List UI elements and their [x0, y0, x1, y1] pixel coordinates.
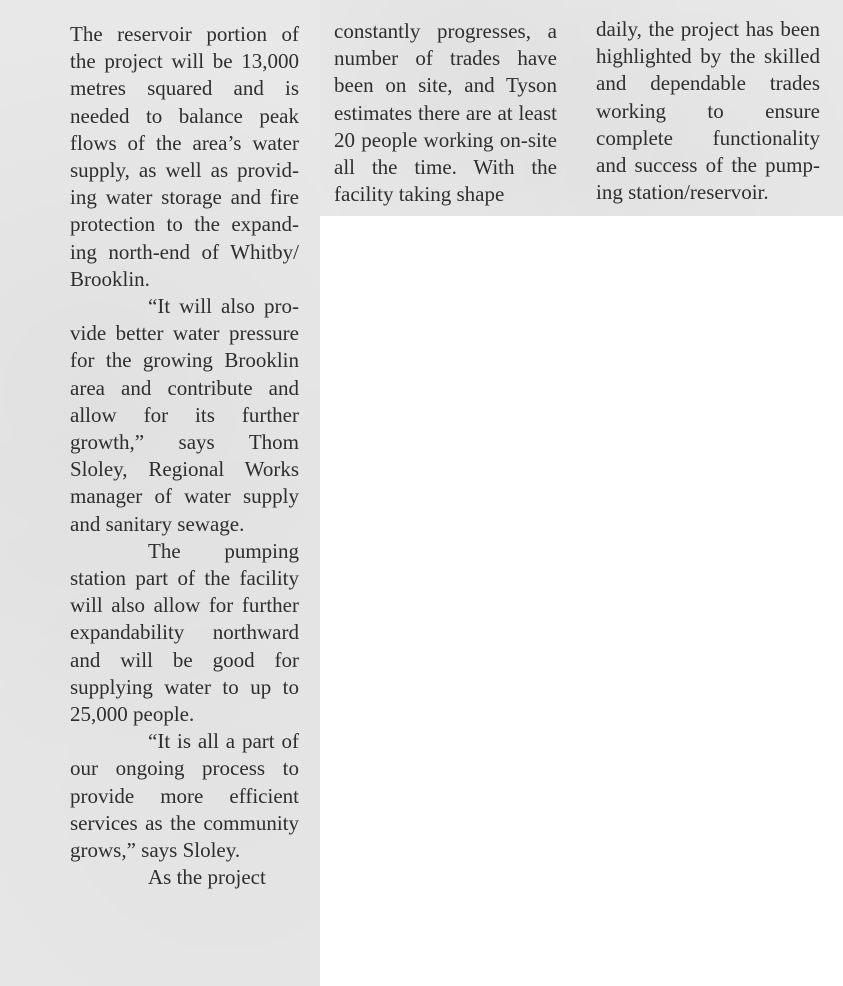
- paragraph-project-start: As the project: [148, 865, 266, 890]
- paragraph-pumping-station: The pumping station part of the facility will also allow for further expandability northward and will be good for supplying water to up to 25,000 people.: [70, 538, 299, 727]
- article-column-3: [596, 16, 820, 206]
- paragraph-skilled-trades: daily, the project has been highlighted by the skilled and dependable trades working to ensure complete functionality and success of the pumping station/reservoir.: [596, 17, 820, 205]
- paragraph-quote-process: “It is all a part of our ongoing process to provide more efficient services as the community grows,” says Sloley.: [70, 729, 299, 863]
- paragraph-trades-on-site: constantly progresses, a number of trades have been on site, and Tyson estimates there are at least 20 people working on-site all the time. With the facility taking shape: [334, 19, 557, 207]
- article-column-1: [70, 21, 299, 892]
- paragraph-quote-pressure: “It will also provide better water pressure for the growing Brooklin area and contribute and allow for its further growth,” says Thom Sloley, Regional Works manager of water supply and sanitary sewage.: [70, 294, 299, 536]
- article-column-2: [334, 18, 557, 208]
- paragraph-reservoir: The reservoir portion of the project will be 13,000 metres squared and is needed to balance peak flows of the area’s water supply, as well as providing water storage and fire protection to the expanding north-end of Whitby/ Brooklin.: [70, 22, 299, 291]
